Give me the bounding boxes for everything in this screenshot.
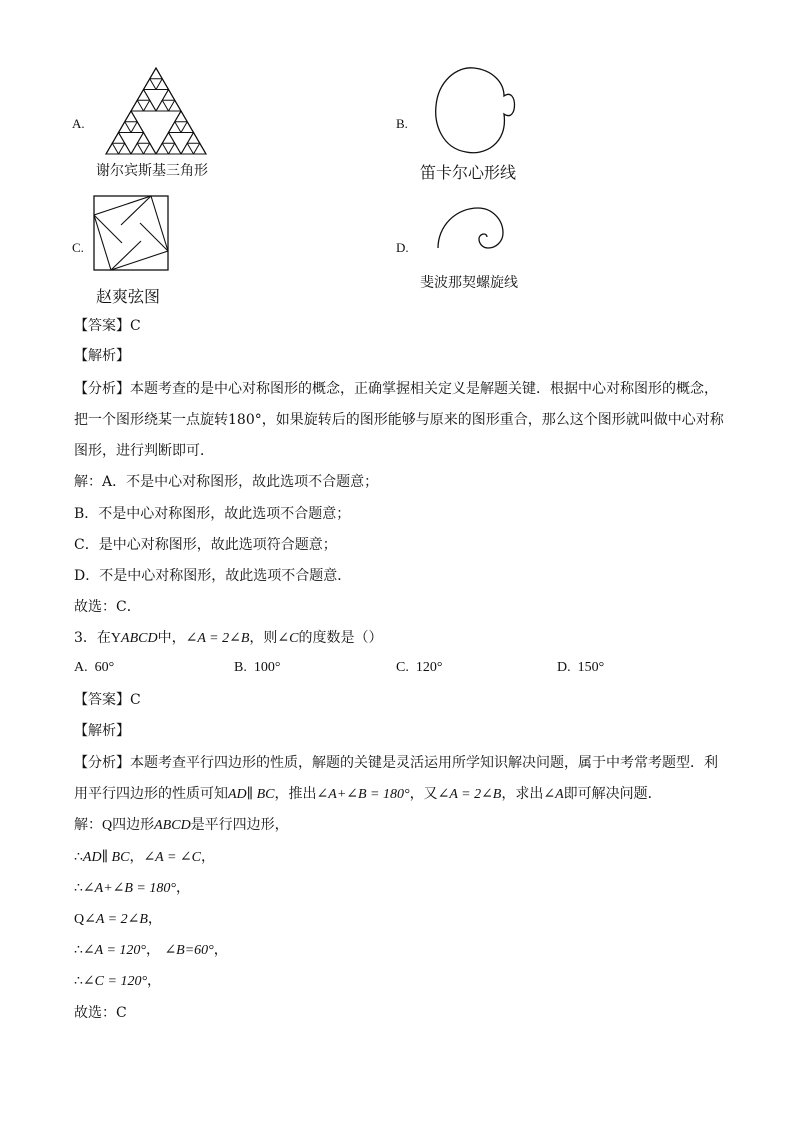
q3-analysis-line-1: 【分析】本题考查平行四边形的性质，解题的关键是灵活运用所学知识解决问题，属于中考常考题型．利: [74, 755, 718, 771]
sierpinski-sub-triangle: [162, 133, 175, 144]
sierpinski-sub-triangle: [137, 90, 150, 101]
sierpinski-sub-triangle: [119, 122, 132, 133]
q2-solution-line-1: 解：A．不是中心对称图形，故此选项不合题意；: [74, 474, 379, 490]
q3-analysis-2i: 即可解决问题．: [563, 786, 662, 802]
q3-choice-c-letter: C.: [396, 660, 409, 675]
sierpinski-sub-triangle: [175, 111, 188, 122]
q2-solution-line-3: C．是中心对称图形，故此选项符合题意；: [74, 537, 337, 553]
sierpinski-sub-triangle: [144, 100, 157, 111]
q3-stem: [74, 628, 382, 649]
q3-sol-2b: AD∥ BC: [82, 850, 130, 865]
option-a-letter: A.: [72, 116, 85, 131]
sierpinski-sub-triangle: [181, 143, 194, 154]
sierpinski-sub-triangle: [187, 133, 200, 144]
q3-sol-2d: ∠A = ∠C: [143, 850, 201, 865]
q3-sol-1d: ABCD: [154, 818, 191, 833]
sierpinski-sub-triangle: [125, 111, 138, 122]
q3-sol-2c: ，: [129, 849, 144, 865]
sierpinski-sub-triangle: [194, 143, 207, 154]
sierpinski-sub-triangle: [181, 122, 194, 133]
q2-answer: 【答案】C: [74, 318, 141, 334]
q3-choice-a-value: 60°: [94, 660, 115, 675]
q3-choice-d-value: 150°: [577, 660, 605, 675]
q3-analysis-2f: ∠A = 2∠B: [437, 787, 502, 802]
therefore-symbol: ∴: [74, 849, 83, 865]
q3-analysis-line-2: [74, 784, 662, 805]
therefore-symbol: ∴: [74, 942, 83, 958]
option-b-letter: B.: [396, 116, 408, 131]
q2-analysis-line-3: 图形，进行判断即可．: [74, 443, 214, 459]
q3-sol-5d: ∠B=60°: [164, 943, 214, 958]
sierpinski-sub-triangle: [131, 122, 144, 133]
q3-sol-5c: ，: [146, 942, 160, 958]
therefore-symbol: ∴: [74, 973, 83, 989]
q3-solution-line-6: [74, 971, 161, 992]
sierpinski-sub-triangle: [169, 143, 182, 154]
q3-analysis-2h: ∠A: [543, 787, 564, 802]
sierpinski-sub-triangle: [131, 100, 144, 111]
fibonacci-spiral-figure: [434, 204, 524, 256]
q3-stem-mid2: ，则: [249, 630, 278, 646]
q3-sol-1a: 解：: [74, 817, 102, 833]
q3-analysis-2e: ，又: [409, 786, 438, 802]
q3-choice-d: [557, 660, 604, 676]
q3-choice-b-value: 100°: [253, 660, 281, 675]
q2-solution-line-2: B．不是中心对称图形，故此选项不合题意；: [74, 506, 351, 522]
q3-sol-1c: 四边形: [112, 817, 155, 833]
option-c-letter: C.: [72, 240, 84, 255]
q3-stem-condition: ∠A = 2∠B: [185, 631, 250, 646]
sierpinski-sub-triangle: [144, 143, 157, 154]
sierpinski-sub-triangle: [169, 100, 182, 111]
q2-solution-line-4: D．不是中心对称图形，故此选项不合题意．: [74, 568, 352, 584]
q3-solution-line-3: [74, 878, 190, 899]
q3-stem-prefix: 3．在: [74, 630, 111, 646]
q3-choice-b-letter: B.: [234, 660, 247, 675]
q2-analysis-heading: 【解析】: [74, 348, 130, 364]
q3-stem-abcd: ABCD: [121, 631, 158, 646]
q3-sol-1e: 是平行四边形，: [190, 817, 289, 833]
q3-solution-line-4: [74, 909, 162, 930]
q3-solution-line-5: [74, 940, 228, 961]
because-symbol: Q: [102, 818, 113, 833]
q3-solution-line-1: [74, 815, 289, 836]
sierpinski-sub-triangle: [106, 143, 119, 154]
sierpinski-sub-triangle: [137, 133, 150, 144]
sierpinski-sub-triangle: [162, 90, 175, 101]
q3-solution-conclusion: 故选：C: [74, 1005, 127, 1021]
sierpinski-sub-triangle: [156, 79, 169, 90]
q3-choice-b: [234, 660, 280, 676]
q3-analysis-2g: ，求出: [501, 786, 544, 802]
option-b-caption: 笛卡尔心形线: [420, 163, 517, 182]
sierpinski-sub-triangle: [119, 143, 132, 154]
q3-choice-a-letter: A.: [74, 660, 88, 675]
q3-stem-suffix: 的度数是（）: [298, 630, 383, 646]
q3-sol-3c: ，: [175, 880, 190, 896]
zhao-shuang-string-figure: [93, 195, 169, 271]
q3-stem-angle: ∠C: [277, 631, 299, 646]
q3-sol-5e: ，: [213, 942, 228, 958]
q3-sol-4b: ∠A = 2∠B: [84, 912, 148, 927]
q2-analysis-line-2: 把一个图形绕某一点旋转180°，如果旋转后的图形能够与原来的图形重合，那么这个图形就叫做中心对称: [74, 412, 724, 428]
sierpinski-sub-triangle: [156, 143, 169, 154]
q3-answer: 【答案】C: [74, 692, 141, 708]
option-c-caption: 赵爽弦图: [96, 287, 161, 306]
sierpinski-sub-triangle: [144, 79, 157, 90]
sierpinski-triangle-figure: [104, 66, 214, 156]
q3-analysis-2c: ，推出: [274, 786, 317, 802]
q3-analysis-2d: ∠A+∠B = 180°: [316, 787, 410, 802]
because-symbol: Q: [74, 912, 85, 927]
q3-sol-4c: ，: [147, 911, 162, 927]
q3-choice-c-value: 120°: [415, 660, 443, 675]
q3-analysis-2b: AD∥ BC: [228, 787, 275, 802]
sierpinski-sub-triangle: [150, 68, 163, 79]
q3-sol-2e: ，: [201, 849, 215, 865]
q3-analysis-2a: 用平行四边形的性质可知: [74, 786, 228, 802]
cardioid-figure: [432, 64, 516, 154]
therefore-symbol: ∴: [74, 880, 83, 896]
option-d-letter: D.: [396, 240, 409, 255]
sierpinski-sub-triangle: [156, 100, 169, 111]
q3-sol-5b: ∠A = 120°: [82, 943, 146, 958]
q2-analysis-line-1: 【分析】本题考查的是中心对称图形的概念，正确掌握相关定义是解题关键．根据中心对称图形的概念，: [74, 381, 718, 397]
q3-sol-3b: ∠A+∠B = 180°: [82, 881, 176, 896]
q3-choice-d-letter: D.: [557, 660, 571, 675]
q3-sol-6b: ∠C = 120°: [82, 974, 148, 989]
parallelogram-symbol: Y: [110, 631, 122, 646]
q3-choice-c: [396, 660, 442, 676]
q3-stem-mid: 中，: [157, 630, 186, 646]
q3-solution-line-2: [74, 847, 215, 868]
sierpinski-sub-triangle: [169, 122, 182, 133]
option-d-caption: 斐波那契螺旋线: [420, 275, 518, 291]
q2-solution-conclusion: 故选：C．: [74, 599, 141, 615]
q3-sol-6c: ，: [147, 973, 162, 989]
q3-analysis-heading: 【解析】: [74, 723, 130, 739]
option-a-caption: 谢尔宾斯基三角形: [96, 163, 208, 179]
q3-choice-a: [74, 660, 114, 676]
sierpinski-sub-triangle: [112, 133, 125, 144]
sierpinski-sub-triangle: [131, 143, 144, 154]
